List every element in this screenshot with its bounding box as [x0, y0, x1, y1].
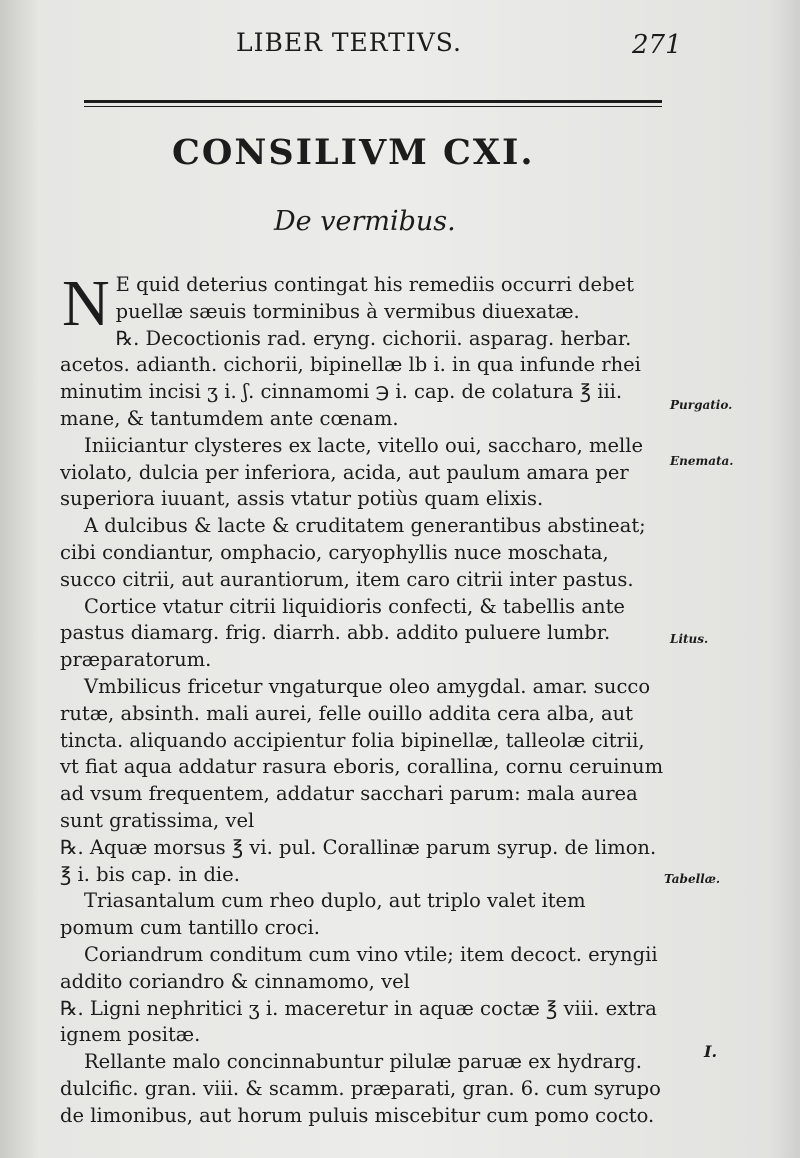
- recipe-1: ℞. Decoctionis rad. eryng. cichorii. asparag. herbar. acetos. adianth. cichorii, bipinellæ lb i. in qua infunde rhei minutim incisi ʒ i. ʃ. cinnamomi ℈ i. cap. de colatura ℥ iii. mane, & tantumdem ante cœnam.: [60, 326, 641, 430]
- paragraph-cortex: Cortice vtatur citrii liquidioris confecti, & tabellis ante pastus diamarg. frig. diarrh. abb. addito puluere lumbr. præparatorum.: [60, 594, 625, 672]
- body-text: [60, 267, 664, 1130]
- margin-note-tabellae: Tabellæ.: [664, 872, 721, 886]
- paragraph-1-text: E quid deterius contingat his remediis occurri debet puellæ sæuis torminibus à vermibus diuexatæ.: [115, 273, 634, 323]
- paragraph-triasantalum: Triasantalum cum rheo duplo, aut triplo valet item pomum cum tantillo croci.: [60, 889, 586, 940]
- header-rule: [84, 100, 662, 103]
- margin-note-purgatio: Purgatio.: [670, 398, 733, 412]
- paragraph-pilulae: Rellante malo concinnabuntur pilulæ paruæ ex hydrarg. dulcific. gran. viii. & scamm. præparati, gran. 6. cum syrupo de limonibus, aut horum puluis miscebitur cum pomo cocto.: [60, 1050, 661, 1127]
- recipe-3: ℞. Ligni nephritici ʒ i. maceretur in aquæ coctæ ℥ viii. extra ignem positæ.: [60, 996, 657, 1047]
- page-number: 271: [632, 30, 682, 60]
- margin-note-mark: I.: [704, 1042, 718, 1061]
- paragraph-clysters: Iniiciantur clysteres ex lacte, vitello oui, saccharo, melle violato, dulcia per inferiora, acida, aut paulum amara per superiora iuuant, assis vtatur potiùs quam elixis.: [60, 433, 644, 511]
- paragraph-1: [60, 267, 664, 340]
- running-head: LIBER TERTIVS.: [236, 28, 462, 57]
- drop-cap: N: [62, 267, 110, 340]
- margin-note-enemata: Enemata.: [670, 454, 734, 468]
- paragraph-umbilicus: Vmbilicus fricetur vngaturque oleo amygdal. amar. succo rutæ, absinth. mali aurei, felle ouillo addita cera alba, aut tincta. aliquando accipientur folia bipinellæ, talleolæ citrii, vt fiat aqua addatur rasura eboris, corallina, cornu ceruinum ad vsum frequentem, addatur sacchari parum: mala aurea sunt gratissima, vel: [60, 674, 664, 832]
- show-through-text: [470, 36, 478, 64]
- chapter-title: CONSILIVM CXI.: [172, 132, 535, 173]
- chapter-subtitle: De vermibus.: [274, 206, 456, 237]
- paragraph-coriandrum: Coriandrum conditum cum vino vtile; item decoct. eryngii addito coriandro & cinnamomo, vel: [60, 942, 658, 993]
- recipe-2: ℞. Aquæ morsus ℥ vi. pul. Corallinæ parum syrup. de limon. ℥ i. bis cap. in die.: [60, 835, 657, 886]
- paragraph-diet: A dulcibus & lacte & cruditatem generantibus abstineat; cibi condiantur, omphacio, caryophyllis nuce moschata, succo citrii, aut aurantiorum, item caro citrii inter pastus.: [60, 514, 646, 591]
- margin-note-litus: Litus.: [670, 632, 709, 646]
